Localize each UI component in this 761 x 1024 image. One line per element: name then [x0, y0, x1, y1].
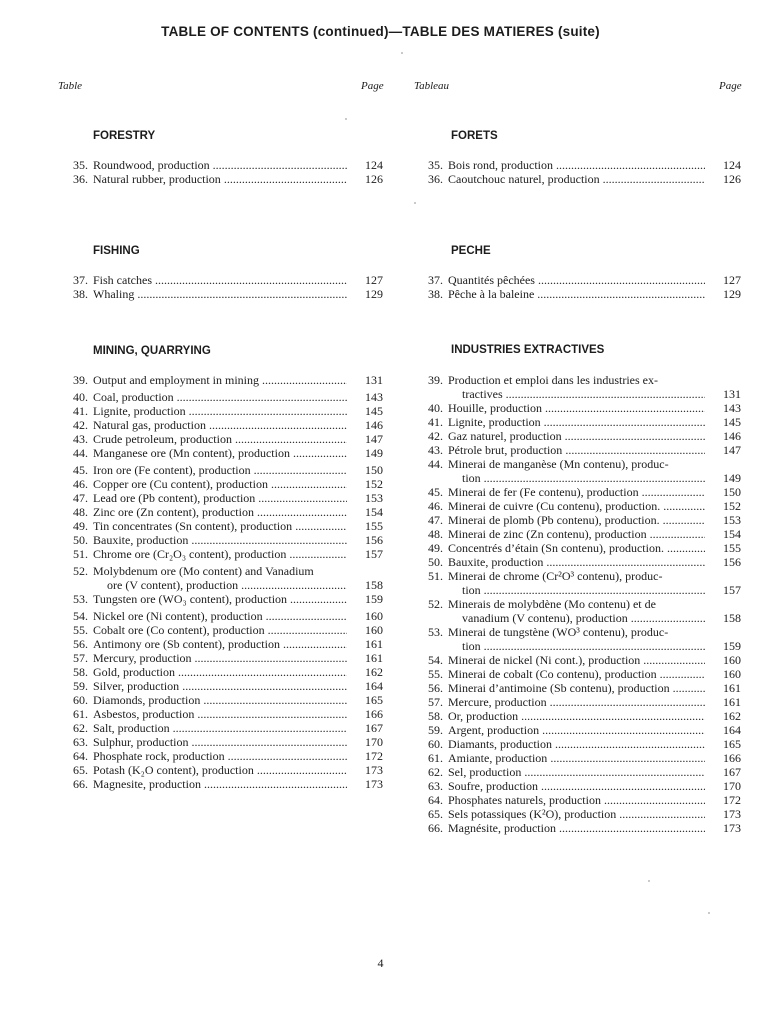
toc-entry-number: 49. [428, 541, 443, 555]
toc-entry-number: 64. [73, 749, 88, 763]
toc-entry [417, 485, 741, 499]
toc-entry [417, 625, 741, 639]
toc-entry-title-continued: ore (V content), production ..... [107, 578, 347, 592]
toc-entry [417, 569, 741, 583]
toc-entry-page: 173 [723, 821, 741, 835]
toc-entry-title: Minerai de plomb (Pb contenu), production. ..... [448, 513, 705, 527]
toc-entry-title: Amiante, production ..... [448, 751, 705, 765]
toc-entry [62, 505, 383, 519]
toc-entry-page: 166 [723, 751, 741, 765]
toc-entry-page: 156 [723, 555, 741, 569]
toc-entry-title: Production et emploi dans les industries ex- [448, 373, 658, 387]
toc-entry-title: Asbestos, production ..... [93, 707, 347, 721]
toc-entry [62, 721, 383, 735]
toc-entry-number: 48. [73, 505, 88, 519]
toc-entry-title: Quantités pêchées ..... [448, 273, 705, 287]
toc-entry-page: 162 [723, 709, 741, 723]
toc-entry-page: 162 [365, 665, 383, 679]
toc-entry-page: 150 [723, 485, 741, 499]
toc-entry-title: Or, production ..... [448, 709, 705, 723]
toc-entry [62, 564, 383, 578]
toc-entry-continuation [417, 387, 741, 401]
toc-entry-title: Whaling ..... [93, 287, 347, 301]
toc-entry-number: 63. [73, 735, 88, 749]
toc-entry [417, 779, 741, 793]
page-title: TABLE OF CONTENTS (continued)—TABLE DES MATIERES (suite) [161, 24, 600, 39]
toc-list-fishing [62, 273, 383, 301]
toc-entry-title: Sel, production ..... [448, 765, 705, 779]
toc-entry-page: 154 [723, 527, 741, 541]
toc-entry-page: 146 [365, 418, 383, 432]
toc-entry-page: 145 [723, 415, 741, 429]
toc-entry [62, 609, 383, 623]
toc-entry-number: 35. [428, 158, 443, 172]
toc-entry-page: 126 [365, 172, 383, 186]
toc-entry-number: 54. [73, 609, 88, 623]
page-number: 4 [377, 956, 384, 970]
toc-entry-page: 160 [365, 609, 383, 623]
toc-entry [417, 709, 741, 723]
right-table-header: Tableau [414, 80, 450, 92]
toc-entry [417, 287, 741, 301]
toc-entry [62, 287, 383, 301]
toc-entry-title: Phosphates naturels, production ..... [448, 793, 705, 807]
toc-entry-number: 55. [73, 623, 88, 637]
toc-entry [62, 519, 383, 533]
toc-entry-page: 156 [365, 533, 383, 547]
toc-entry-page: 158 [723, 611, 741, 625]
toc-entry [417, 765, 741, 779]
toc-entry [417, 172, 741, 186]
toc-entry-title-continued: vanadium (V contenu), production ..... [462, 611, 705, 625]
toc-entry-number: 60. [73, 693, 88, 707]
toc-entry-page: 158 [365, 578, 383, 592]
toc-entry-title: Minerai de nickel (Ni cont.), production ..... [448, 653, 705, 667]
toc-entry-title: Natural rubber, production ..... [93, 172, 347, 186]
toc-entry-number: 43. [73, 432, 88, 446]
toc-entry-title: Minerai de fer (Fe contenu), production ..... [448, 485, 705, 499]
toc-entry-title-continued: tion ..... [462, 639, 705, 653]
toc-entry [62, 477, 383, 491]
left-page-header: Page [361, 80, 384, 92]
toc-entry [62, 432, 383, 446]
toc-entry-title-continued: tion ..... [462, 583, 705, 597]
toc-entry-page: 150 [365, 463, 383, 477]
toc-entry-page: 149 [723, 471, 741, 485]
toc-entry [62, 172, 383, 186]
toc-entry-page: 147 [365, 432, 383, 446]
toc-entry-number: 40. [73, 390, 88, 404]
section-heading-forets: FORETS [451, 130, 498, 142]
scan-speck [414, 202, 416, 204]
toc-entry-number: 52. [428, 597, 443, 611]
toc-entry-page: 127 [723, 273, 741, 287]
toc-entry [417, 373, 741, 387]
toc-entry-page: 146 [723, 429, 741, 443]
toc-entry-title: Potash (K₂O content), production ..... [93, 763, 347, 777]
toc-entry-page: 160 [723, 653, 741, 667]
toc-entry-number: 59. [428, 723, 443, 737]
toc-entry [62, 592, 383, 606]
toc-entry-title: Lignite, production ..... [448, 415, 705, 429]
toc-entry-number: 66. [73, 777, 88, 791]
toc-entry-title: Soufre, production ..... [448, 779, 705, 793]
toc-entry-page: 160 [365, 623, 383, 637]
toc-entry-title: Diamonds, production ..... [93, 693, 347, 707]
toc-entry-title: Antimony ore (Sb content), production ..... [93, 637, 347, 651]
toc-entry-title: Gold, production ..... [93, 665, 347, 679]
toc-entry-page: 164 [723, 723, 741, 737]
toc-entry-title: Copper ore (Cu content), production ..... [93, 477, 347, 491]
toc-entry-continuation [417, 471, 741, 485]
toc-entry-continuation [417, 583, 741, 597]
toc-entry-page: 126 [723, 172, 741, 186]
toc-entry [62, 623, 383, 637]
toc-entry-number: 36. [428, 172, 443, 186]
section-heading-fishing: FISHING [93, 245, 140, 257]
toc-entry [417, 158, 741, 172]
toc-entry-page: 161 [365, 637, 383, 651]
section-heading-mining: MINING, QUARRYING [93, 345, 211, 357]
toc-entry [62, 637, 383, 651]
section-heading-forestry: FORESTRY [93, 130, 156, 142]
toc-entry-number: 41. [428, 415, 443, 429]
scan-speck [648, 880, 650, 882]
toc-entry-number: 58. [428, 709, 443, 723]
toc-entry-number: 41. [73, 404, 88, 418]
toc-entry-title: Phosphate rock, production ..... [93, 749, 347, 763]
toc-entry-title: Houille, production ..... [448, 401, 705, 415]
toc-entry [417, 541, 741, 555]
toc-entry-number: 39. [428, 373, 443, 387]
toc-entry-title: Gaz naturel, production ..... [448, 429, 705, 443]
toc-entry-number: 57. [428, 695, 443, 709]
toc-entry-page: 159 [723, 639, 741, 653]
left-table-header: Table [58, 80, 83, 92]
toc-entry-title: Cobalt ore (Co content), production ..... [93, 623, 347, 637]
toc-list-forestry [62, 158, 383, 186]
toc-entry-number: 66. [428, 821, 443, 835]
toc-entry-number: 47. [428, 513, 443, 527]
toc-entry-page: 131 [723, 387, 741, 401]
toc-entry-title: Bauxite, production ..... [93, 533, 347, 547]
toc-entry-continuation [62, 578, 383, 592]
toc-entry-title: Minerai de cobalt (Co contenu), production ..... [448, 667, 705, 681]
toc-entry-title-continued: tion ..... [462, 471, 705, 485]
toc-entry-title: Argent, production ..... [448, 723, 705, 737]
toc-entry-number: 42. [73, 418, 88, 432]
toc-entry-page: 155 [365, 519, 383, 533]
toc-entry-title: Fish catches ..... [93, 273, 347, 287]
toc-entry-number: 44. [428, 457, 443, 471]
toc-entry-page: 166 [365, 707, 383, 721]
toc-list-industries [417, 373, 741, 835]
toc-entry [62, 707, 383, 721]
toc-entry-title: Lead ore (Pb content), production ..... [93, 491, 347, 505]
toc-entry [62, 735, 383, 749]
toc-entry-title: Tin concentrates (Sn content), production ..... [93, 519, 347, 533]
toc-entry-number: 37. [73, 273, 88, 287]
toc-entry [417, 653, 741, 667]
toc-entry-page: 152 [365, 477, 383, 491]
toc-entry [62, 463, 383, 477]
toc-entry-number: 42. [428, 429, 443, 443]
toc-entry-number: 46. [428, 499, 443, 513]
toc-entry-title: Minerai de tungstène (WO³ contenu), produc- [448, 625, 669, 639]
toc-entry-page: 129 [365, 287, 383, 301]
toc-entry-title: Pêche à la baleine ..... [448, 287, 705, 301]
toc-entry-title: Silver, production ..... [93, 679, 347, 693]
toc-entry-page: 173 [365, 777, 383, 791]
toc-entry [62, 651, 383, 665]
toc-entry-number: 64. [428, 793, 443, 807]
toc-entry-page: 165 [365, 693, 383, 707]
toc-entry-title: Minerai d’antimoine (Sb contenu), production ..... [448, 681, 705, 695]
toc-entry-number: 63. [428, 779, 443, 793]
toc-entry [62, 777, 383, 791]
toc-entry-page: 143 [723, 401, 741, 415]
toc-entry [417, 499, 741, 513]
toc-entry-page: 153 [723, 513, 741, 527]
toc-entry-page: 167 [365, 721, 383, 735]
toc-entry-number: 65. [73, 763, 88, 777]
toc-entry-title: Magnesite, production ..... [93, 777, 347, 791]
toc-entry-number: 36. [73, 172, 88, 186]
toc-entry [62, 158, 383, 172]
section-heading-peche: PECHE [451, 245, 491, 257]
toc-entry-page: 131 [365, 373, 383, 387]
toc-entry-title: Output and employment in mining ..... [93, 373, 347, 387]
toc-entry-page: 167 [723, 765, 741, 779]
toc-entry-number: 50. [73, 533, 88, 547]
toc-entry-title: Chrome ore (Cr₂O₃ content), production ..... [93, 547, 347, 561]
toc-entry-title: Coal, production ..... [93, 390, 347, 404]
toc-entry-title: Minerai de cuivre (Cu contenu), production. ..... [448, 499, 705, 513]
toc-entry-title: Pétrole brut, production ..... [448, 443, 705, 457]
toc-entry-number: 45. [428, 485, 443, 499]
toc-entry-page: 155 [723, 541, 741, 555]
toc-entry [62, 390, 383, 404]
toc-entry-page: 165 [723, 737, 741, 751]
toc-entry-number: 45. [73, 463, 88, 477]
toc-entry-title: Tungsten ore (WO₃ content), production ..... [93, 592, 347, 606]
toc-entry [62, 665, 383, 679]
toc-entry-title: Sulphur, production ..... [93, 735, 347, 749]
toc-entry [417, 737, 741, 751]
toc-entry-number: 54. [428, 653, 443, 667]
toc-entry [417, 821, 741, 835]
toc-entry [62, 749, 383, 763]
toc-entry-title: Minerais de molybdène (Mo contenu) et de [448, 597, 656, 611]
toc-entry-number: 62. [73, 721, 88, 735]
toc-entry-number: 43. [428, 443, 443, 457]
toc-entry [62, 679, 383, 693]
toc-entry-title: Roundwood, production ..... [93, 158, 347, 172]
toc-entry-page: 172 [723, 793, 741, 807]
toc-entry [62, 446, 383, 460]
toc-entry-number: 48. [428, 527, 443, 541]
toc-entry-page: 153 [365, 491, 383, 505]
toc-entry-title: Diamants, production ..... [448, 737, 705, 751]
toc-entry-title: Molybdenum ore (Mo content) and Vanadium [93, 564, 314, 578]
toc-entry-number: 38. [73, 287, 88, 301]
toc-entry [417, 723, 741, 737]
toc-entry-number: 46. [73, 477, 88, 491]
toc-entry [417, 597, 741, 611]
toc-entry-page: 172 [365, 749, 383, 763]
toc-entry-page: 143 [365, 390, 383, 404]
toc-entry-page: 147 [723, 443, 741, 457]
toc-entry [62, 273, 383, 287]
toc-entry-page: 170 [365, 735, 383, 749]
toc-entry-page: 124 [723, 158, 741, 172]
toc-list-peche [417, 273, 741, 301]
toc-entry [62, 418, 383, 432]
toc-entry-title: Nickel ore (Ni content), production ..... [93, 609, 347, 623]
toc-entry-number: 56. [73, 637, 88, 651]
toc-entry-page: 157 [723, 583, 741, 597]
toc-entry-number: 58. [73, 665, 88, 679]
toc-entry [417, 807, 741, 821]
toc-entry-continuation [417, 611, 741, 625]
toc-entry-title: Mercure, production ..... [448, 695, 705, 709]
toc-entry [417, 667, 741, 681]
toc-entry-page: 161 [365, 651, 383, 665]
toc-entry-number: 53. [428, 625, 443, 639]
toc-entry [62, 763, 383, 777]
toc-entry-title: Crude petroleum, production ..... [93, 432, 347, 446]
toc-entry-page: 145 [365, 404, 383, 418]
toc-entry-title: Bois rond, production ..... [448, 158, 705, 172]
toc-entry-title: Bauxite, production ..... [448, 555, 705, 569]
toc-entry-number: 35. [73, 158, 88, 172]
toc-entry [62, 491, 383, 505]
toc-entry-title: Lignite, production ..... [93, 404, 347, 418]
toc-entry-title: Natural gas, production ..... [93, 418, 347, 432]
toc-entry-title: Mercury, production ..... [93, 651, 347, 665]
toc-entry-title: Minerai de zinc (Zn contenu), production ..... [448, 527, 705, 541]
toc-entry [417, 457, 741, 471]
toc-entry-number: 51. [73, 547, 88, 561]
toc-entry [417, 793, 741, 807]
toc-entry-title: Minerai de manganèse (Mn contenu), produc- [448, 457, 669, 471]
toc-entry-title: Magnésite, production ..... [448, 821, 705, 835]
toc-entry-number: 55. [428, 667, 443, 681]
toc-entry [417, 429, 741, 443]
toc-entry-page: 161 [723, 681, 741, 695]
toc-entry [417, 415, 741, 429]
toc-entry-number: 52. [73, 564, 88, 578]
toc-entry-title: Caoutchouc naturel, production ..... [448, 172, 705, 186]
toc-entry-number: 40. [428, 401, 443, 415]
toc-entry-number: 65. [428, 807, 443, 821]
toc-entry-page: 159 [365, 592, 383, 606]
toc-entry [417, 401, 741, 415]
toc-entry [417, 273, 741, 287]
toc-entry-page: 149 [365, 446, 383, 460]
toc-entry [62, 404, 383, 418]
toc-entry [62, 693, 383, 707]
toc-entry [417, 681, 741, 695]
toc-entry-number: 61. [73, 707, 88, 721]
toc-entry-number: 62. [428, 765, 443, 779]
toc-entry-page: 127 [365, 273, 383, 287]
toc-entry-number: 37. [428, 273, 443, 287]
toc-entry [62, 547, 383, 561]
toc-entry-page: 164 [365, 679, 383, 693]
toc-entry-number: 44. [73, 446, 88, 460]
toc-list-forets [417, 158, 741, 186]
toc-entry [62, 533, 383, 547]
toc-entry-number: 59. [73, 679, 88, 693]
toc-entry [417, 555, 741, 569]
toc-entry-page: 154 [365, 505, 383, 519]
toc-entry [417, 695, 741, 709]
toc-entry-page: 129 [723, 287, 741, 301]
scan-speck [708, 912, 710, 914]
section-heading-industries: INDUSTRIES EXTRACTIVES [451, 344, 605, 356]
toc-entry-title: Manganese ore (Mn content), production ..... [93, 446, 347, 460]
toc-entry-page: 173 [365, 763, 383, 777]
toc-entry-title: Sels potassiques (K²O), production ..... [448, 807, 705, 821]
toc-entry-page: 160 [723, 667, 741, 681]
toc-entry-number: 57. [73, 651, 88, 665]
toc-entry-number: 60. [428, 737, 443, 751]
toc-entry-number: 53. [73, 592, 88, 606]
toc-entry-page: 124 [365, 158, 383, 172]
toc-entry-title: Minerai de chrome (Cr²O³ contenu), produc- [448, 569, 663, 583]
toc-entry-title: Zinc ore (Zn content), production ..... [93, 505, 347, 519]
toc-entry [417, 443, 741, 457]
toc-entry-page: 170 [723, 779, 741, 793]
right-page-header: Page [719, 80, 742, 92]
toc-entry-number: 47. [73, 491, 88, 505]
toc-entry-title: Iron ore (Fe content), production ..... [93, 463, 347, 477]
toc-entry-page: 152 [723, 499, 741, 513]
toc-entry [62, 373, 383, 387]
toc-entry-page: 173 [723, 807, 741, 821]
toc-entry-page: 157 [365, 547, 383, 561]
scan-speck [345, 118, 347, 120]
toc-entry-page: 161 [723, 695, 741, 709]
toc-entry-title-continued: tractives ..... [462, 387, 705, 401]
toc-entry [417, 751, 741, 765]
toc-entry-title: Salt, production ..... [93, 721, 347, 735]
toc-entry-continuation [417, 639, 741, 653]
scan-speck [401, 52, 403, 54]
toc-entry-title: Concentrés d’étain (Sn contenu), production. ..... [448, 541, 705, 555]
toc-list-mining [62, 373, 383, 791]
toc-entry-number: 50. [428, 555, 443, 569]
toc-entry-number: 38. [428, 287, 443, 301]
toc-entry [417, 513, 741, 527]
toc-entry-number: 39. [73, 373, 88, 387]
toc-entry-number: 49. [73, 519, 88, 533]
toc-entry-number: 51. [428, 569, 443, 583]
toc-entry [417, 527, 741, 541]
toc-entry-number: 61. [428, 751, 443, 765]
toc-entry-number: 56. [428, 681, 443, 695]
